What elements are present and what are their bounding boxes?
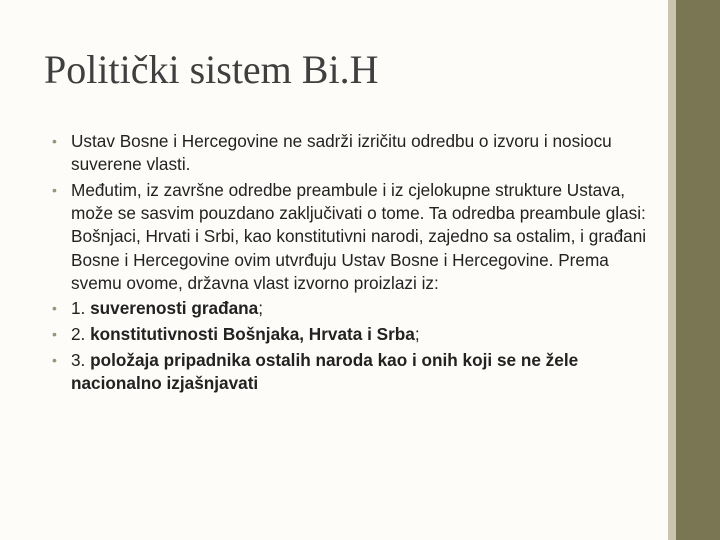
bullet-prefix: 2. <box>71 324 91 345</box>
side-band-light <box>668 0 676 540</box>
bullet-item <box>52 179 647 295</box>
bullet-text: Međutim, iz završne odredbe preambule i iz cjelokupne strukture Ustava, može se sasvim pouzdano zaključivati o tome. Ta odredba preambule glasi: Bošnjaci, Hrvati i Srbi, kao konstitutivni narodi, zajedno sa ostalim, i građani Bosne i Hercegovine ovim utvrđuju Ustav Bosne i Hercegovine. Prema svemu ovome, državna vlast izvorno proizlazi iz: <box>71 179 647 293</box>
bullet-item <box>52 297 647 320</box>
bullet-text: Ustav Bosne i Hercegovine ne sadrži izričitu odredbu o izvoru i nosiocu suverene vlasti. <box>71 131 612 175</box>
bullet-dot-icon: • <box>52 351 57 368</box>
bullet-item <box>52 323 647 346</box>
bullet-dot-icon: • <box>52 181 57 198</box>
bullet-suffix: ; <box>414 324 420 345</box>
bullet-dot-icon: • <box>52 133 57 149</box>
bullet-dot-icon: • <box>52 300 57 317</box>
bullet-suffix: ; <box>258 298 264 319</box>
bullet-prefix: 1. <box>71 298 91 319</box>
bullet-bold-text: položaja pripadnika ostalih naroda kao i onih koji se ne žele nacionalno izjašnjavati <box>71 349 579 394</box>
bullet-prefix: 3. <box>71 349 91 370</box>
bullet-item <box>52 130 647 176</box>
bullet-dot-icon: • <box>52 326 57 343</box>
bullet-list <box>52 130 647 398</box>
bullet-item <box>52 349 647 395</box>
slide-title: Politički sistem Bi.H <box>44 47 379 92</box>
bullet-bold-text: konstitutivnosti Bošnjaka, Hrvata i Srba <box>90 324 415 345</box>
bullet-bold-text: suverenosti građana <box>90 298 259 319</box>
side-band-dark <box>676 0 720 540</box>
